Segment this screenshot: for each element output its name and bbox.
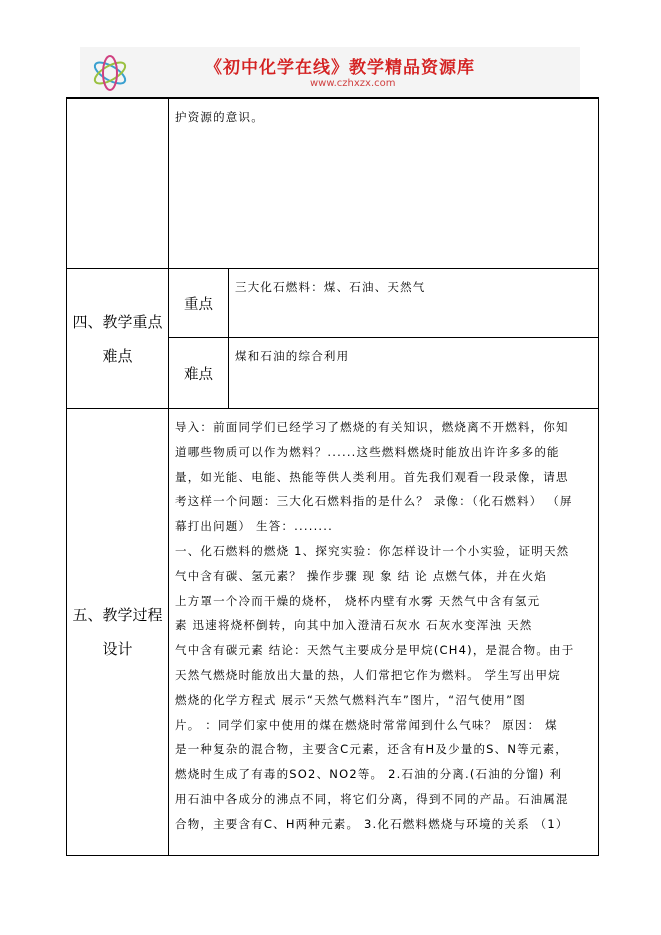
text-line: 一、化石燃料的燃烧 1、探究实验：你怎样设计一个小实验，证明天然 xyxy=(175,543,570,558)
text-line: 合物，主要含有C、H两种元素。 3.化石燃料燃烧与环境的关系 （1） xyxy=(175,816,569,831)
key-points-label xyxy=(67,269,169,409)
banner-url: www.czhxzx.com xyxy=(310,78,396,89)
banner-title: 《初中化学在线》教学精品资源库 xyxy=(205,58,475,78)
text-line: 导入：前面同学们已经学习了燃烧的有关知识，燃烧离不开燃料，你知 xyxy=(175,420,569,434)
row1-label-cell xyxy=(67,99,169,269)
text-line: 考这样一个问题：三大化石燃料指的是什么？ 录像：（化石燃料） （屏 xyxy=(175,494,573,509)
text-line: 燃烧时生成了有毒的SO2、NO2等。 2.石油的分离.(石油的分馏) 利 xyxy=(175,767,563,782)
text-line: 气中含有碳、氢元素？ 操作步骤 现 象 结 论 点燃气体，并在火焰 xyxy=(175,568,548,583)
process-content xyxy=(169,409,599,856)
atom-logo-icon xyxy=(90,53,130,93)
row1-content-cell xyxy=(169,99,599,269)
text-line: 上方罩一个冷而干燥的烧杯， 烧杯内壁有水雾 天然气中含有氢元 xyxy=(175,593,541,608)
text-line: 量，如光能、电能、热能等供人类利用。首先我们观看一段录像，请思 xyxy=(175,469,569,484)
label-line: 五、教学过程 xyxy=(72,606,163,624)
text-line: 道哪些物质可以作为燃料？......这些燃料燃烧时能放出许许多多的能 xyxy=(175,444,560,459)
label-line: 四、教学重点 xyxy=(72,312,163,331)
text-line: 片。 ：同学们家中使用的煤在燃烧时常常闻到什么气味？ 原因： 煤 xyxy=(175,717,558,732)
text-line: 天然气燃烧时能放出大量的热，人们常把它作为燃料。 学生写出甲烷 xyxy=(175,667,561,682)
key-point-content xyxy=(229,269,599,338)
process-label xyxy=(67,409,169,856)
key-point-text: 三大化石燃料：煤、石油、天然气 xyxy=(235,280,426,294)
difficulty-label: 难点 xyxy=(169,338,229,409)
text-line: 素 迅速将烧杯倒转，向其中加入澄清石灰水 石灰水变浑浊 天然 xyxy=(175,618,533,633)
process-text xyxy=(169,409,598,837)
difficulty-content xyxy=(229,338,599,409)
difficulty-text: 煤和石油的综合利用 xyxy=(235,349,350,363)
label-line: 设计 xyxy=(102,640,133,658)
text-line: 是一种复杂的混合物，主要含C元素，还含有H及少量的S、N等元素， xyxy=(175,742,568,757)
label-line: 难点 xyxy=(102,346,133,365)
text-line: 用石油中各成分的沸点不同，将它们分离，得到不同的产品。石油属混 xyxy=(175,791,569,806)
header-banner xyxy=(80,47,580,97)
text-line: 幕打出问题） 生答：........ xyxy=(175,519,333,534)
text-line: 气中含有碳元素 结论：天然气主要成分是甲烷(CH4)，是混合物。由于 xyxy=(175,643,575,658)
key-point-label: 重点 xyxy=(169,269,229,338)
text-line: 燃烧的化学方程式 展示“天然气燃料汽车”图片，“沼气使用”图 xyxy=(175,692,526,707)
row1-text: 护资源的意识。 xyxy=(175,110,264,124)
lesson-plan-table xyxy=(66,98,599,856)
